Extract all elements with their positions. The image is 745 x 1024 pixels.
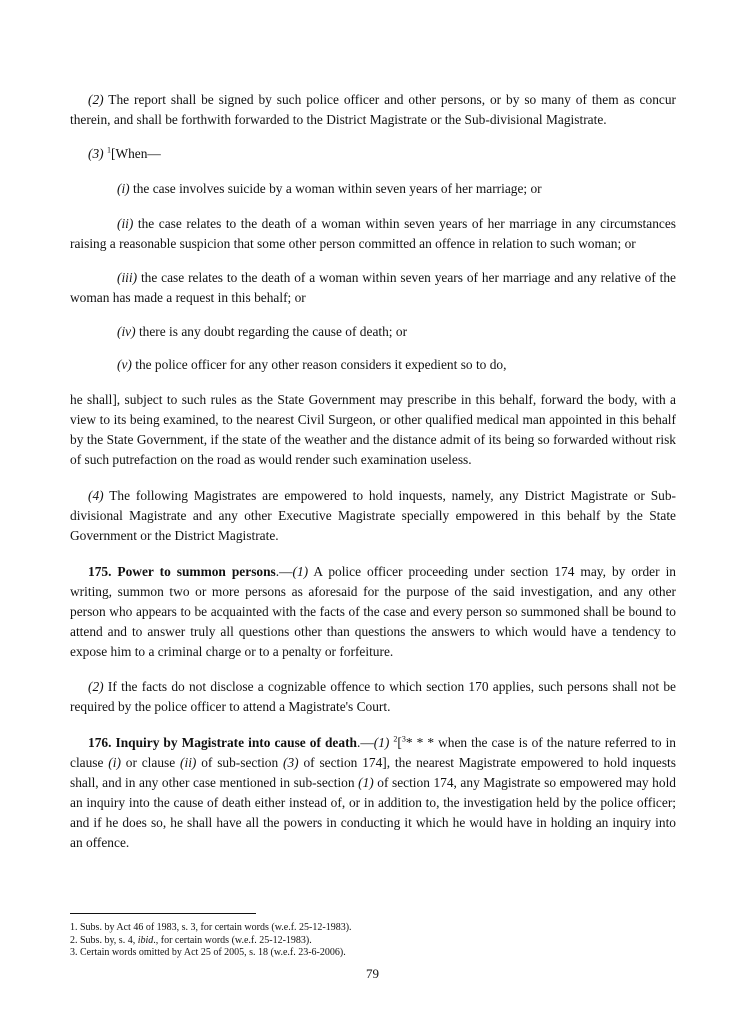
footnote-text: 2. Subs. by, s. 4,	[70, 934, 138, 946]
subsection-ref: (1)	[358, 775, 374, 790]
section-heading: 175. Power to summon persons	[88, 564, 276, 579]
footnote-3: 3. Certain words omitted by Act 25 of 2005, s. 18 (w.e.f. 23-6-2006).	[70, 947, 346, 958]
subsection-174-3	[70, 144, 676, 164]
footnote-marker: 1	[106, 145, 111, 155]
clause-number: (iv)	[117, 324, 136, 339]
subsection-174-2	[70, 90, 676, 130]
clause-ii	[70, 214, 676, 254]
subsection-number: (3)	[88, 146, 104, 161]
subsection-text: [When—	[110, 146, 161, 161]
subsection-number: (1)	[292, 564, 309, 579]
footnote-marker: 2	[393, 734, 398, 744]
subsection-number: (2)	[88, 92, 104, 107]
clause-number: (ii)	[117, 216, 134, 231]
section-text: of sub-section	[196, 755, 284, 770]
footnote-ibid: ibid	[137, 934, 154, 946]
clause-text: there is any doubt regarding the cause of death; or	[135, 324, 408, 339]
document-body	[70, 90, 676, 853]
subsection-175-2	[70, 677, 676, 717]
subsection-text: The report shall be signed by such police officer and other persons, or by so many of them as concur therein, and shall be forthwith forwarded to the District Magistrate or the Sub-divisional Magistrate.	[70, 92, 676, 127]
clause-v	[70, 355, 676, 375]
clause-text: the case relates to the death of a woman within seven years of her marriage and any relative of the woman has made a request in this behalf; or	[70, 270, 676, 305]
page-number: 79	[366, 966, 379, 981]
heading-dash: .—	[275, 564, 293, 579]
footnote-2	[70, 935, 670, 948]
footnote-text: ., for certain words (w.e.f. 25-12-1983).	[153, 934, 312, 946]
clause-iv	[70, 322, 676, 342]
clause-number: (i)	[117, 181, 130, 196]
he-shall-paragraph: he shall], subject to such rules as the State Government may prescribe in this behalf, forward the body, with a view to its being examined, to the nearest Civil Surgeon, or other qualified medical man appointed in this behalf by the State Government, if the state of the weather and the distance admit of its being so forwarded without risk of such putrefaction on the road as would render such examination useless.	[70, 392, 676, 467]
section-175	[70, 562, 676, 662]
clause-text: the case relates to the death of a woman within seven years of her marriage in any circumstances raising a reasonable suspicion that some other person committed an offence in relation to such woman; or	[70, 216, 676, 251]
clause-text: the case involves suicide by a woman within seven years of her marriage; or	[129, 181, 542, 196]
section-text: of section 174], the nearest Magistrate empowered to hold inquests shall, and in any other case mentioned in sub-section	[70, 755, 676, 790]
footnote-1: 1. Subs. by Act 46 of 1983, s. 3, for certain words (w.e.f. 25-12-1983).	[70, 922, 352, 933]
subsection-text: If the facts do not disclose a cognizable offence to which section 170 applies, such persons shall not be required by the police officer to attend a Magistrate's Court.	[70, 679, 676, 714]
clause-number: (v)	[117, 357, 132, 372]
section-heading: 176. Inquiry by Magistrate into cause of death	[88, 735, 357, 750]
footnote-marker: 3	[401, 734, 406, 744]
section-176	[70, 733, 676, 853]
footnote-divider	[70, 913, 256, 914]
footnotes	[70, 922, 670, 960]
subsection-text: A police officer proceeding under section 174 may, by order in writing, summon two or more persons as aforesaid for the purpose of the said investigation, and any other person who appears to be acquainted with the facts of the case and every person so summoned shall be bound to attend and to answer truly all questions other than questions the answers to which would have a tendency to expose him to a criminal charge or to a penalty or forfeiture.	[70, 564, 676, 659]
clause-text: the police officer for any other reason considers it expedient so to do,	[131, 357, 507, 372]
bracket: [	[397, 735, 402, 750]
section-text: * * * when the case is of the nature referred to in clause	[70, 735, 676, 770]
clause-number: (iii)	[117, 270, 138, 285]
clause-ref: (i)	[108, 755, 121, 770]
clause-ref: (ii)	[180, 755, 197, 770]
subsection-ref: (3)	[283, 755, 299, 770]
subsection-text: The following Magistrates are empowered to hold inquests, namely, any District Magistrate or Sub-divisional Magistrate and any other Executive Magistrate specially empowered in this behalf by the State Government or the District Magistrate.	[70, 488, 676, 543]
subsection-number: (1)	[373, 735, 390, 750]
subsection-number: (2)	[88, 679, 104, 694]
subsection-number: (4)	[88, 488, 104, 503]
section-text: of section 174, any Magistrate so empowered may hold an inquiry into the cause of death either instead of, or in addition to, the investigation held by the police officer; and if he does so, he shall have all the powers in conducting it which he would have in holding an inquiry into an offence.	[70, 775, 676, 850]
heading-dash: .—	[356, 735, 374, 750]
clause-i	[70, 179, 676, 199]
subsection-174-4	[70, 486, 676, 546]
clause-iii	[70, 268, 676, 308]
section-text: or clause	[120, 755, 181, 770]
